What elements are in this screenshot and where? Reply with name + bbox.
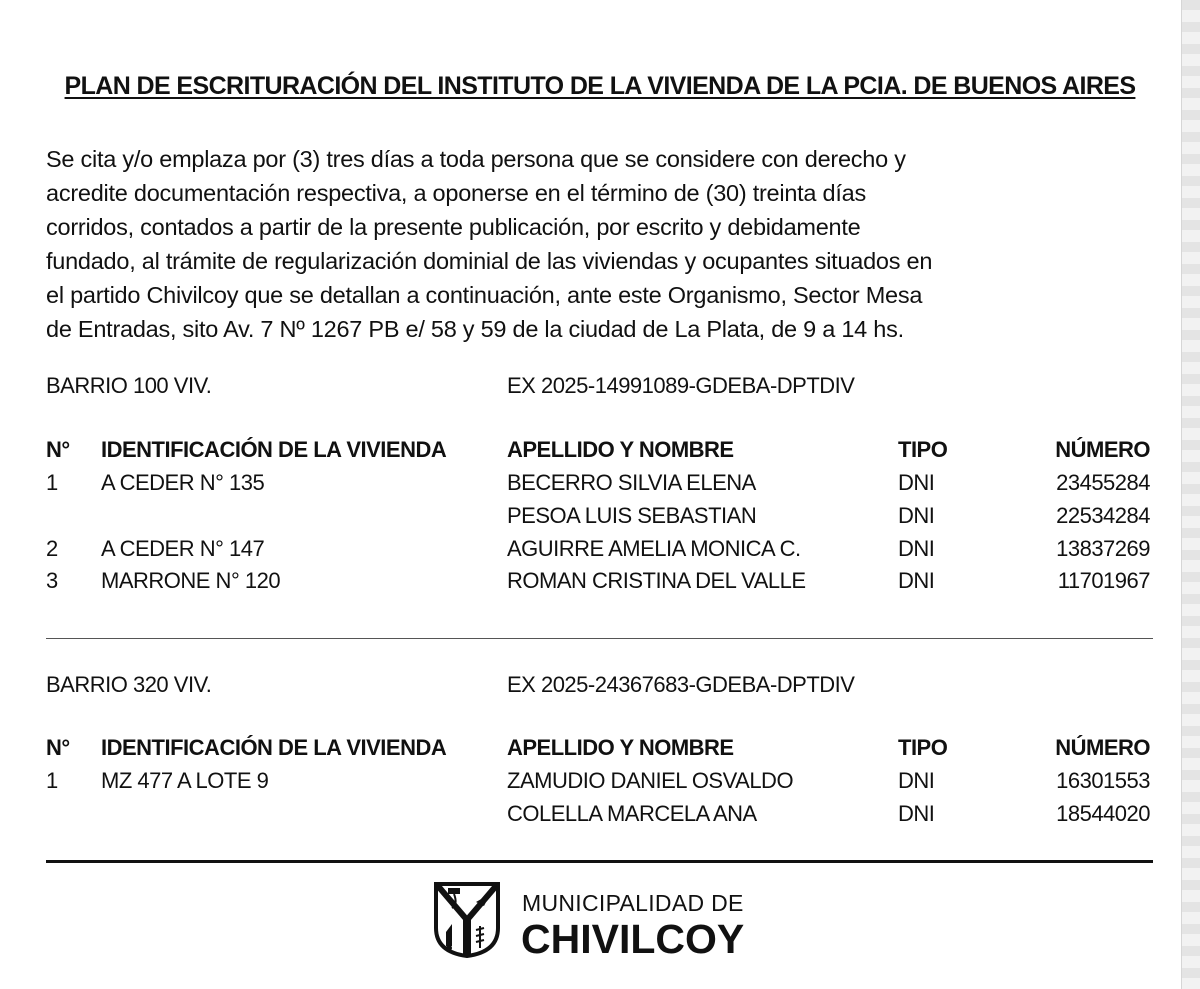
row-numero: 13837269 xyxy=(1056,536,1150,561)
row-numero: 18544020 xyxy=(1056,801,1150,826)
section-2-header-nombre: APELLIDO Y NOMBRE xyxy=(507,735,734,760)
page-edge-strip xyxy=(1182,0,1200,989)
row-nombre: COLELLA MARCELA ANA xyxy=(507,801,757,826)
row-nombre: ZAMUDIO DANIEL OSVALDO xyxy=(507,768,794,793)
row-nombre: AGUIRRE AMELIA MONICA C. xyxy=(507,536,801,561)
row-numero: 16301553 xyxy=(1056,768,1150,793)
logo-text-chivilcoy: CHIVILCOY xyxy=(521,916,745,962)
section-divider xyxy=(46,638,1153,639)
row-nombre: BECERRO SILVIA ELENA xyxy=(507,470,756,495)
chivilcoy-coat-of-arms-icon xyxy=(432,882,502,958)
row-vivienda: MZ 477 A LOTE 9 xyxy=(101,768,269,793)
paragraph-line: fundado, al trámite de regularización dominial de las viviendas y ocupantes situados en xyxy=(46,248,933,274)
row-nombre: PESOA LUIS SEBASTIAN xyxy=(507,503,757,528)
section-2-expediente: EX 2025-24367683-GDEBA-DPTDIV xyxy=(507,672,855,697)
section-2-header-tipo: TIPO xyxy=(898,735,948,760)
section-1-header-tipo: TIPO xyxy=(898,437,948,462)
row-tipo: DNI xyxy=(898,801,935,826)
paragraph-line: Se cita y/o emplaza por (3) tres días a toda persona que se considere con derecho y xyxy=(46,146,906,172)
section-2-header-vivienda: IDENTIFICACIÓN DE LA VIVIENDA xyxy=(101,735,447,760)
footer-divider xyxy=(46,860,1153,863)
document-title: PLAN DE ESCRITURACIÓN DEL INSTITUTO DE LA VIVIENDA DE LA PCIA. DE BUENOS AIRES xyxy=(64,72,1136,100)
section-1-header-vivienda: IDENTIFICACIÓN DE LA VIVIENDA xyxy=(101,437,447,462)
paragraph-line: de Entradas, sito Av. 7 Nº 1267 PB e/ 58 y 59 de la ciudad de La Plata, de 9 a 14 hs. xyxy=(46,316,904,342)
notice-paragraph xyxy=(46,142,1158,346)
row-vivienda: A CEDER N° 147 xyxy=(101,536,265,561)
row-num: 1 xyxy=(46,470,58,495)
row-numero: 22534284 xyxy=(1056,503,1150,528)
section-2-header-num: N° xyxy=(46,735,70,760)
row-tipo: DNI xyxy=(898,568,935,593)
section-1-expediente: EX 2025-14991089-GDEBA-DPTDIV xyxy=(507,373,855,398)
row-nombre: ROMAN CRISTINA DEL VALLE xyxy=(507,568,806,593)
paragraph-line: el partido Chivilcoy que se detallan a continuación, ante este Organismo, Sector Mesa xyxy=(46,282,923,308)
section-1-barrio: BARRIO 100 VIV. xyxy=(46,373,212,398)
row-tipo: DNI xyxy=(898,470,935,495)
row-tipo: DNI xyxy=(898,503,935,528)
row-num: 3 xyxy=(46,568,58,593)
paragraph-line: acredite documentación respectiva, a oponerse en el término de (30) treinta días xyxy=(46,180,866,206)
row-num: 2 xyxy=(46,536,58,561)
section-1-header-num: N° xyxy=(46,437,70,462)
row-numero: 11701967 xyxy=(1057,568,1150,593)
row-num: 1 xyxy=(46,768,58,793)
paragraph-line: corridos, contados a partir de la presente publicación, por escrito y debidamente xyxy=(46,214,861,240)
section-2-header-numero: NÚMERO xyxy=(1055,735,1150,760)
row-tipo: DNI xyxy=(898,768,935,793)
logo-text-municipalidad: MUNICIPALIDAD DE xyxy=(522,890,744,916)
section-2-barrio: BARRIO 320 VIV. xyxy=(46,672,212,697)
row-tipo: DNI xyxy=(898,536,935,561)
row-vivienda: A CEDER N° 135 xyxy=(101,470,265,495)
section-1-header-numero: NÚMERO xyxy=(1055,437,1150,462)
row-numero: 23455284 xyxy=(1056,470,1150,495)
row-vivienda: MARRONE N° 120 xyxy=(101,568,281,593)
section-1-header-nombre: APELLIDO Y NOMBRE xyxy=(507,437,734,462)
